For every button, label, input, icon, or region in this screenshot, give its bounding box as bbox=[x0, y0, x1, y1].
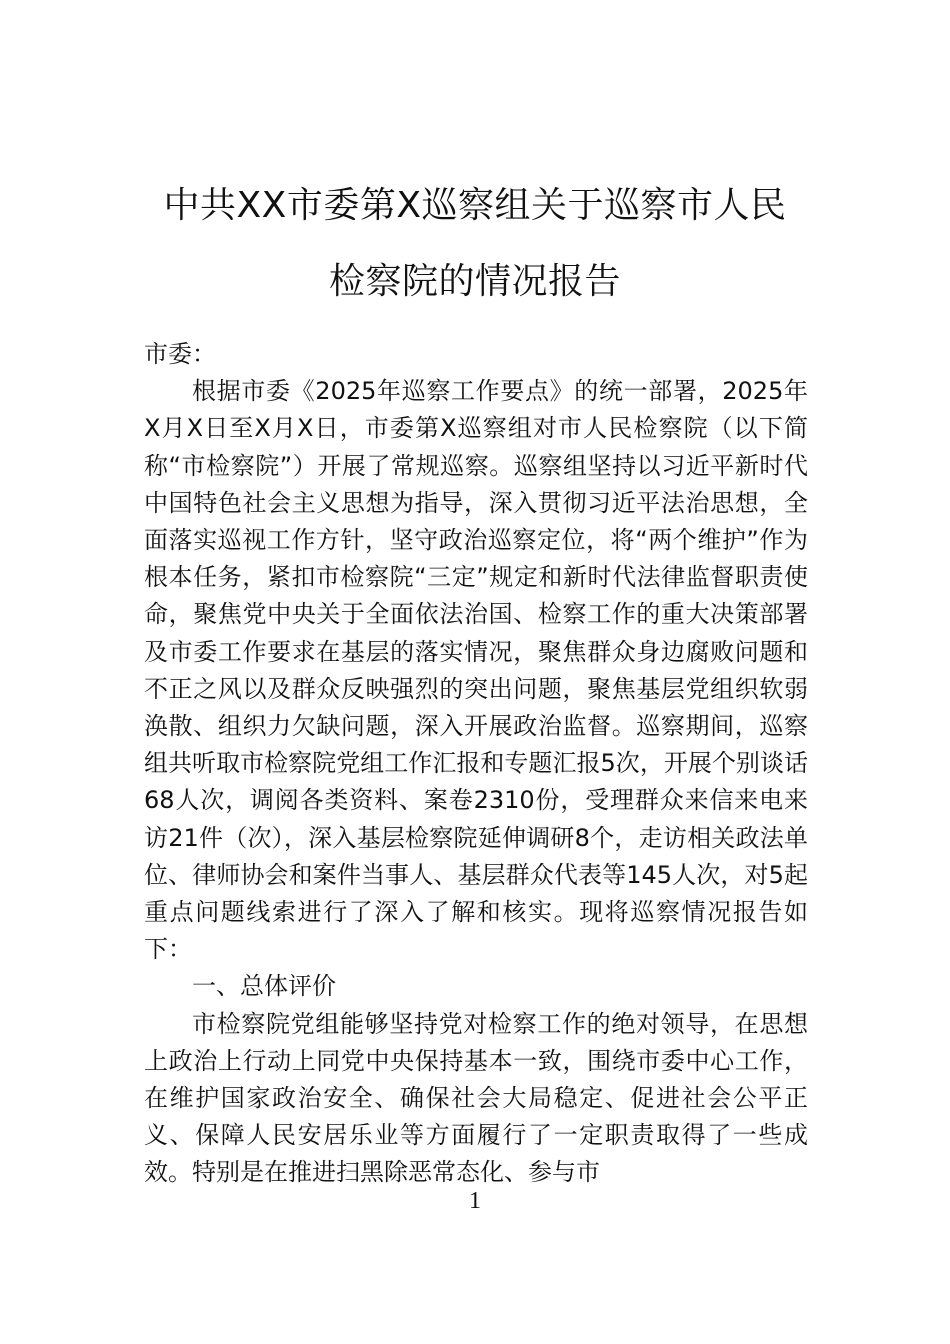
paragraph-evaluation: 市检察院党组能够坚持党对检察工作的绝对领导，在思想上政治上行动上同党中央保持基本一致，围绕市委中心工作，在维护国家政治安全、确保社会大局稳定、促进社会公平正义、保障人民安居乐业等方面履行了一定职责取得了一些成效。特别是在推进扫黑除恶常态化、参与市 bbox=[144, 1009, 808, 1187]
section-heading: 一、总体评价 bbox=[192, 972, 336, 1001]
document-title bbox=[120, 168, 830, 320]
page-number: 1 bbox=[469, 1188, 481, 1214]
paragraph-intro: 根据市委《2025年巡察工作要点》的统一部署，2025年X月X日至X月X日，市委第X巡察组对市人民检察院（以下简称“市检察院”）开展了常规巡察。巡察组坚持以习近平新时代中国特色社会主义思想为指导，深入贯彻习近平法治思想，全面落实巡视工作方针，坚守政治巡察定位，将“两个维护”作为根本任务，紧扣市检察院“三定”规定和新时代法律监督职责使命，聚焦党中央关于全面依法治国、检察工作的重大决策部署及市委工作要求在基层的落实情况，聚焦群众身边腐败问题和不正之风以及群众反映强烈的突出问题，聚焦基层党组织软弱涣散、组织力欠缺问题，深入开展政治监督。巡察期间，巡察组共听取市检察院党组工作汇报和专题汇报5次，开展个别谈话68人次，调阅各类资料、案卷2310份，受理群众来信来电来访21件（次），深入基层检察院延伸调研8个，走访相关政法单位、律师协会和案件当事人、基层群众代表等145人次，对5起重点问题线索进行了深入了解和核实。现将巡察情况报告如下： bbox=[144, 377, 808, 964]
document-body bbox=[144, 336, 808, 1192]
salutation: 市委： bbox=[144, 340, 216, 368]
title-line-2: 检察院的情况报告 bbox=[328, 261, 621, 302]
title-line-1: 中共XX市委第X巡察组关于巡察市人民 bbox=[163, 185, 787, 226]
